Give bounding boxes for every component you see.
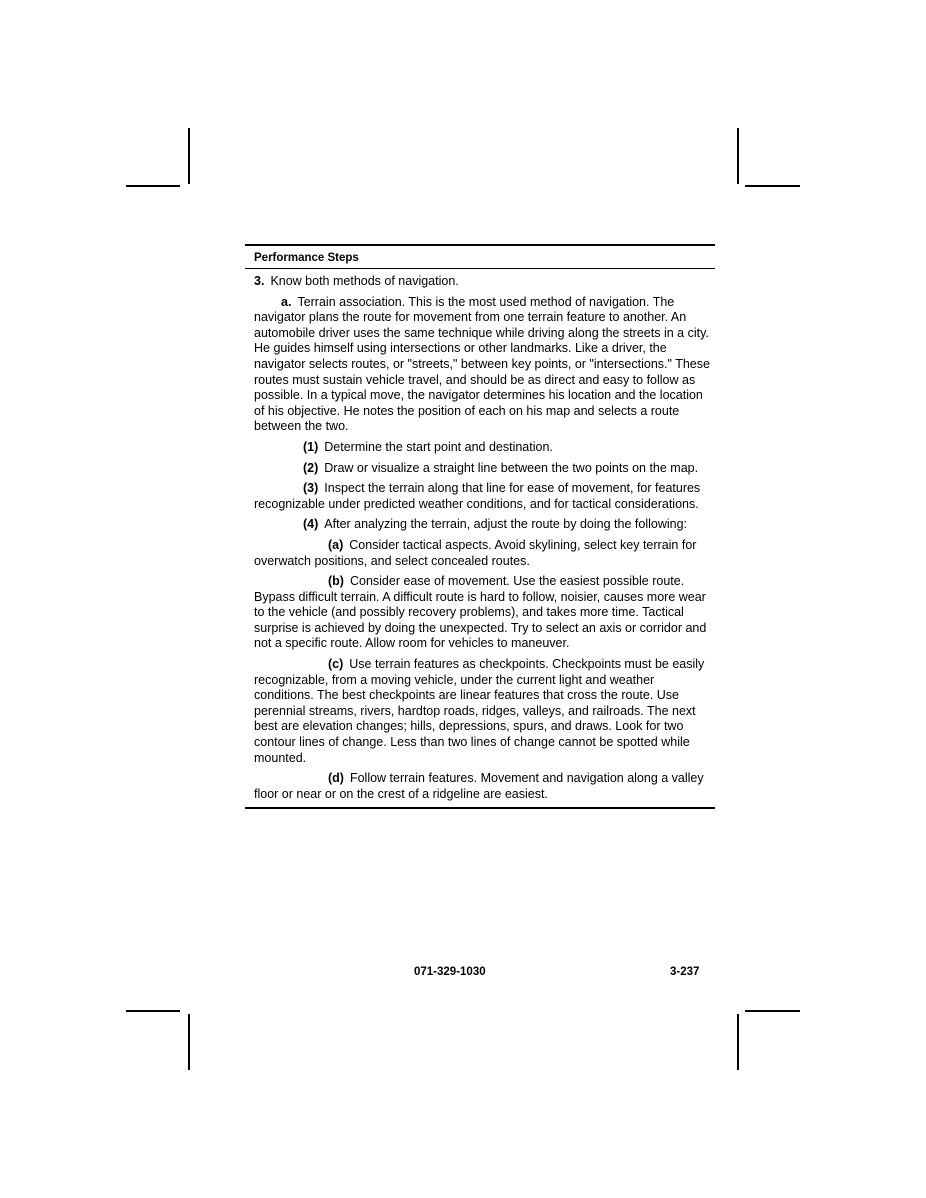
step-number: 3. <box>254 274 265 288</box>
crop-mark-bottom-left-vertical <box>188 1014 190 1070</box>
step-label: (b) <box>328 574 344 589</box>
crop-mark-top-left-vertical <box>188 128 190 184</box>
step-text: Use terrain features as checkpoints. Checkpoints must be easily recognizable, from a moving vehicle, under the current light and weather conditions. The best checkpoints are linear features that cross the route. Use perennial streams, rivers, hardtop roads, ridges, valleys, and railroads. The next best are elevation changes; hills, depressions, spurs, and draws. Look for two contour lines of change. Less than two lines of change cannot be spotted while mounted. <box>254 657 705 765</box>
step-3a-4-d <box>254 771 713 802</box>
crop-mark-top-right-horizontal <box>745 185 800 187</box>
step-text: Follow terrain features. Movement and navigation along a valley floor or near or on the crest of a ridgeline are easiest. <box>254 771 704 801</box>
bottom-rule <box>245 807 715 809</box>
step-label: (4) <box>303 517 319 532</box>
step-label: (2) <box>303 460 319 475</box>
step-label: (a) <box>328 537 344 552</box>
step-3a-4 <box>254 517 713 533</box>
step-3a <box>254 295 713 435</box>
step-3a-3 <box>254 481 713 512</box>
step-3 <box>254 274 713 290</box>
step-label: (d) <box>328 771 344 786</box>
step-3a-4-c <box>254 657 713 766</box>
performance-steps-section <box>245 244 715 809</box>
step-label: (c) <box>328 657 344 672</box>
step-text: Determine the start point and destination. <box>324 439 553 454</box>
step-text: Draw or visualize a straight line between the two points on the map. <box>324 460 699 475</box>
crop-mark-top-right-vertical <box>737 128 739 184</box>
step-3a-2 <box>254 461 713 477</box>
step-text: Inspect the terrain along that line for ease of movement, for features recognizable under predicted weather conditions, and for tactical considerations. <box>254 481 701 511</box>
step-label: (1) <box>303 439 319 454</box>
page-number: 3-237 <box>670 966 700 978</box>
step-text: Know both methods of navigation. <box>270 274 459 288</box>
doc-number: 071-329-1030 <box>414 966 486 978</box>
crop-mark-bottom-right-horizontal <box>745 1010 800 1012</box>
step-text: Terrain association. This is the most used method of navigation. The navigator plans the route for movement from one terrain feature to another. An automobile driver uses the same technique while driving along the streets in a city. He guides himself using intersections or other landmarks. Like a driver, the navigator selects routes, or "streets," between key points, or "intersections." These routes must sustain vehicle travel, and should be as direct and easy to follow as possible. In a typical move, the navigator determines his location and the location of his objective. He notes the position of each on his map and selects a route between the two. <box>254 294 710 434</box>
step-text: After analyzing the terrain, adjust the route by doing the following: <box>324 517 688 532</box>
step-3a-4-b <box>254 574 713 652</box>
crop-mark-bottom-left-horizontal <box>126 1010 180 1012</box>
crop-mark-bottom-right-vertical <box>737 1014 739 1070</box>
section-label: Performance Steps <box>254 252 359 264</box>
steps-body <box>245 269 715 810</box>
step-3a-1 <box>254 440 713 456</box>
step-text: Consider ease of movement. Use the easiest possible route. Bypass difficult terrain. A difficult route is hard to follow, noisier, causes more wear to the vehicle (and possibly recovery problems), and takes more time. Tactical surprise is achieved by doing the unexpected. Try to select an axis or corridor and not a specific route. Allow room for vehicles to maneuver. <box>254 574 707 651</box>
step-text: Consider tactical aspects. Avoid skylining, select key terrain for overwatch positions, and select concealed routes. <box>254 537 697 568</box>
step-label: (3) <box>303 481 319 496</box>
step-3a-4-a <box>254 538 713 569</box>
crop-mark-top-left-horizontal <box>126 185 180 187</box>
step-label: a. <box>281 294 292 309</box>
